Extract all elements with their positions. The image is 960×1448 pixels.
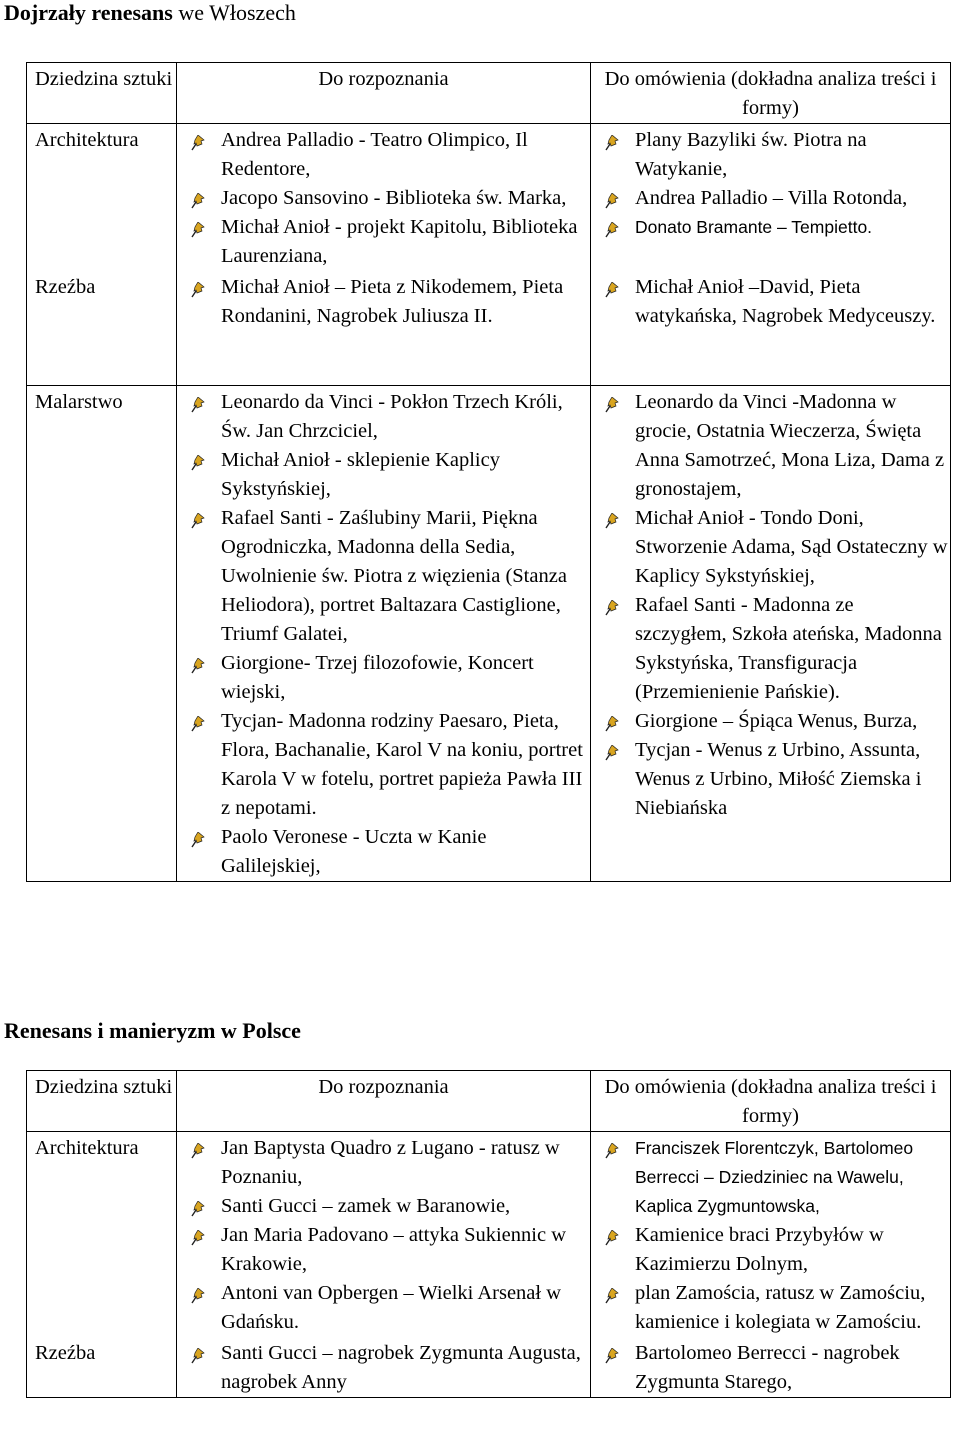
pushpin-icon: [605, 1226, 619, 1242]
row-label: Malarstwo: [27, 386, 177, 882]
table-row-architecture: [27, 1132, 951, 1338]
list-item-text: Giorgione – Śpiąca Wenus, Burza,: [635, 710, 918, 732]
header-domain: Dziedzina sztuki: [27, 1071, 177, 1132]
recognize-cell: [177, 1132, 591, 1338]
list-item: [177, 126, 590, 184]
list-item: [177, 388, 590, 446]
pushpin-icon: [191, 218, 205, 234]
recognize-list: [177, 1132, 590, 1337]
discuss-list: [591, 386, 950, 823]
list-item-text: Kamienice braci Przybyłów w Kazimierzu Dolnym,: [635, 1224, 884, 1275]
row-label: Rzeźba: [27, 1337, 177, 1398]
pushpin-icon: [605, 218, 619, 234]
discuss-list: [591, 1337, 950, 1397]
discuss-cell: [591, 271, 951, 386]
list-item: [177, 1339, 590, 1397]
header-discuss: Do omówienia (dokładna analiza treści i formy): [591, 63, 951, 124]
row-label: Architektura: [27, 1132, 177, 1338]
pushpin-icon: [191, 712, 205, 728]
pushpin-icon: [191, 189, 205, 205]
list-item: [591, 126, 950, 184]
pushpin-icon: [191, 509, 205, 525]
table-header-row: [27, 63, 951, 124]
pushpin-icon: [605, 131, 619, 147]
list-item: [591, 1134, 950, 1221]
recognize-list: [177, 1337, 590, 1397]
discuss-cell: [591, 386, 951, 882]
list-item-text: Michał Anioł - sklepienie Kaplicy Sykstyńskiej,: [221, 449, 500, 500]
recognize-list: [177, 386, 590, 881]
discuss-list: [591, 271, 950, 331]
table-italy: [26, 62, 951, 882]
list-item-text: Michał Anioł –David, Pieta watykańska, Nagrobek Medyceuszy.: [635, 276, 936, 327]
list-item: [177, 1279, 590, 1337]
list-item-text: plan Zamościa, ratusz w Zamościu, kamienice i kolegiata w Zamościu.: [635, 1282, 926, 1333]
list-item-text: Tycjan - Wenus z Urbino, Assunta, Wenus z Urbino, Miłość Ziemska i Niebiańska: [635, 739, 922, 819]
list-item: [177, 1192, 590, 1221]
list-item-text: Plany Bazyliki św. Piotra na Watykanie,: [635, 129, 867, 180]
list-item: [591, 1339, 950, 1397]
list-item: [591, 707, 950, 736]
section-title-poland-bold: Renesans i manieryzm w Polsce: [4, 1018, 301, 1043]
pushpin-icon: [191, 1197, 205, 1213]
pushpin-icon: [191, 131, 205, 147]
list-item: [177, 1221, 590, 1279]
list-item: [177, 184, 590, 213]
discuss-list: [591, 124, 950, 242]
list-item-text: Michał Anioł - projekt Kapitolu, Biblioteka Laurenziana,: [221, 216, 578, 267]
pushpin-icon: [605, 596, 619, 612]
list-item-text: Rafael Santi - Zaślubiny Marii, Piękna Ogrodniczka, Madonna della Sedia, Uwolnienie św. Piotra z więzienia (Stanza Heliodora), portret Baltazara Castiglione, Triumf Galatei,: [221, 507, 567, 645]
list-item: [177, 213, 590, 271]
list-item: [177, 823, 590, 881]
pushpin-icon: [191, 1139, 205, 1155]
row-label: Architektura: [27, 124, 177, 272]
pushpin-icon: [605, 1139, 619, 1155]
list-item: [591, 1279, 950, 1337]
section-title-italy: [4, 0, 296, 26]
discuss-list: [591, 1132, 950, 1337]
section-title-italy-rest: we Włoszech: [172, 0, 296, 25]
pushpin-icon: [191, 654, 205, 670]
section-title-poland: [4, 1018, 301, 1044]
header-recognize: Do rozpoznania: [177, 1071, 591, 1132]
list-item-text: Rafael Santi - Madonna ze szczygłem, Szkoła ateńska, Madonna Sykstyńska, Transfiguracja (Przemienienie Pańskie).: [635, 594, 942, 703]
pushpin-icon: [605, 278, 619, 294]
pushpin-icon: [191, 393, 205, 409]
pushpin-icon: [191, 278, 205, 294]
pushpin-icon: [191, 1284, 205, 1300]
pushpin-icon: [605, 393, 619, 409]
list-item-text: Jacopo Sansovino - Biblioteka św. Marka,: [221, 187, 567, 209]
list-item-text: Giorgione- Trzej filozofowie, Koncert wiejski,: [221, 652, 534, 703]
list-item: [591, 388, 950, 504]
table-row-architecture: [27, 124, 951, 272]
list-item-text: Tycjan- Madonna rodziny Paesaro, Pieta, Flora, Bachanalie, Karol V na koniu, portret Karola V w fotelu, portret papieża Pawła III z nepotami.: [221, 710, 583, 819]
list-item-text: Paolo Veronese - Uczta w Kanie Galilejskiej,: [221, 826, 487, 877]
list-item: [591, 736, 950, 823]
recognize-list: [177, 124, 590, 271]
table-row-sculpture: [27, 271, 951, 386]
list-item-text: Jan Baptysta Quadro z Lugano - ratusz w Poznaniu,: [221, 1137, 560, 1188]
list-item-text: Santi Gucci – zamek w Baranowie,: [221, 1195, 511, 1217]
discuss-cell: [591, 1132, 951, 1338]
recognize-cell: [177, 1337, 591, 1398]
list-item-text: Franciszek Florentczyk, Bartolomeo Berrecci – Dziedziniec na Wawelu, Kaplica Zygmuntowska,: [635, 1138, 914, 1216]
list-item-text: Antoni van Opbergen – Wielki Arsenał w Gdańsku.: [221, 1282, 562, 1333]
header-recognize: Do rozpoznania: [177, 63, 591, 124]
list-item: [177, 649, 590, 707]
pushpin-icon: [191, 828, 205, 844]
row-label: Rzeźba: [27, 271, 177, 386]
list-item: [177, 707, 590, 823]
list-item: [177, 446, 590, 504]
list-item: [591, 504, 950, 591]
list-item-text: Santi Gucci – nagrobek Zygmunta Augusta, nagrobek Anny: [221, 1342, 581, 1393]
pushpin-icon: [605, 712, 619, 728]
list-item-text: Michał Anioł - Tondo Doni, Stworzenie Adama, Sąd Ostateczny w Kaplicy Sykstyńskiej,: [635, 507, 948, 587]
header-discuss: Do omówienia (dokładna analiza treści i formy): [591, 1071, 951, 1132]
pushpin-icon: [191, 1226, 205, 1242]
table-header-row: [27, 1071, 951, 1132]
recognize-cell: [177, 124, 591, 272]
pushpin-icon: [191, 451, 205, 467]
list-item-text: Jan Maria Padovano – attyka Sukiennic w Krakowie,: [221, 1224, 567, 1275]
list-item-text: Donato Bramante – Tempietto.: [635, 217, 873, 237]
pushpin-icon: [191, 1344, 205, 1360]
list-item-text: Bartolomeo Berrecci - nagrobek Zygmunta Starego,: [635, 1342, 900, 1393]
list-item-text: Andrea Palladio – Villa Rotonda,: [635, 187, 908, 209]
list-item: [177, 273, 590, 331]
list-item: [591, 273, 950, 331]
discuss-cell: [591, 1337, 951, 1398]
list-item: [591, 184, 950, 213]
list-item: [591, 213, 950, 242]
section-title-italy-bold: Dojrzały renesans: [4, 0, 173, 25]
list-item: [177, 504, 590, 649]
list-item-text: Leonardo da Vinci -Madonna w grocie, Ostatnia Wieczerza, Święta Anna Samotrzeć, Mona Liza, Dama z gronostajem,: [635, 391, 945, 500]
list-item: [591, 1221, 950, 1279]
pushpin-icon: [605, 189, 619, 205]
discuss-cell: [591, 124, 951, 272]
list-item-text: Michał Anioł – Pieta z Nikodemem, Pieta Rondanini, Nagrobek Juliusza II.: [221, 276, 564, 327]
recognize-list: [177, 271, 590, 331]
list-item-text: Andrea Palladio - Teatro Olimpico, Il Redentore,: [221, 129, 528, 180]
list-item-text: Leonardo da Vinci - Pokłon Trzech Króli, Św. Jan Chrzciciel,: [221, 391, 563, 442]
list-item: [177, 1134, 590, 1192]
pushpin-icon: [605, 1284, 619, 1300]
pushpin-icon: [605, 1344, 619, 1360]
table-poland: [26, 1070, 951, 1398]
recognize-cell: [177, 271, 591, 386]
list-item: [591, 591, 950, 707]
table-row-sculpture: [27, 1337, 951, 1398]
pushpin-icon: [605, 509, 619, 525]
header-domain: Dziedzina sztuki: [27, 63, 177, 124]
recognize-cell: [177, 386, 591, 882]
table-row-painting: [27, 386, 951, 882]
pushpin-icon: [605, 741, 619, 757]
